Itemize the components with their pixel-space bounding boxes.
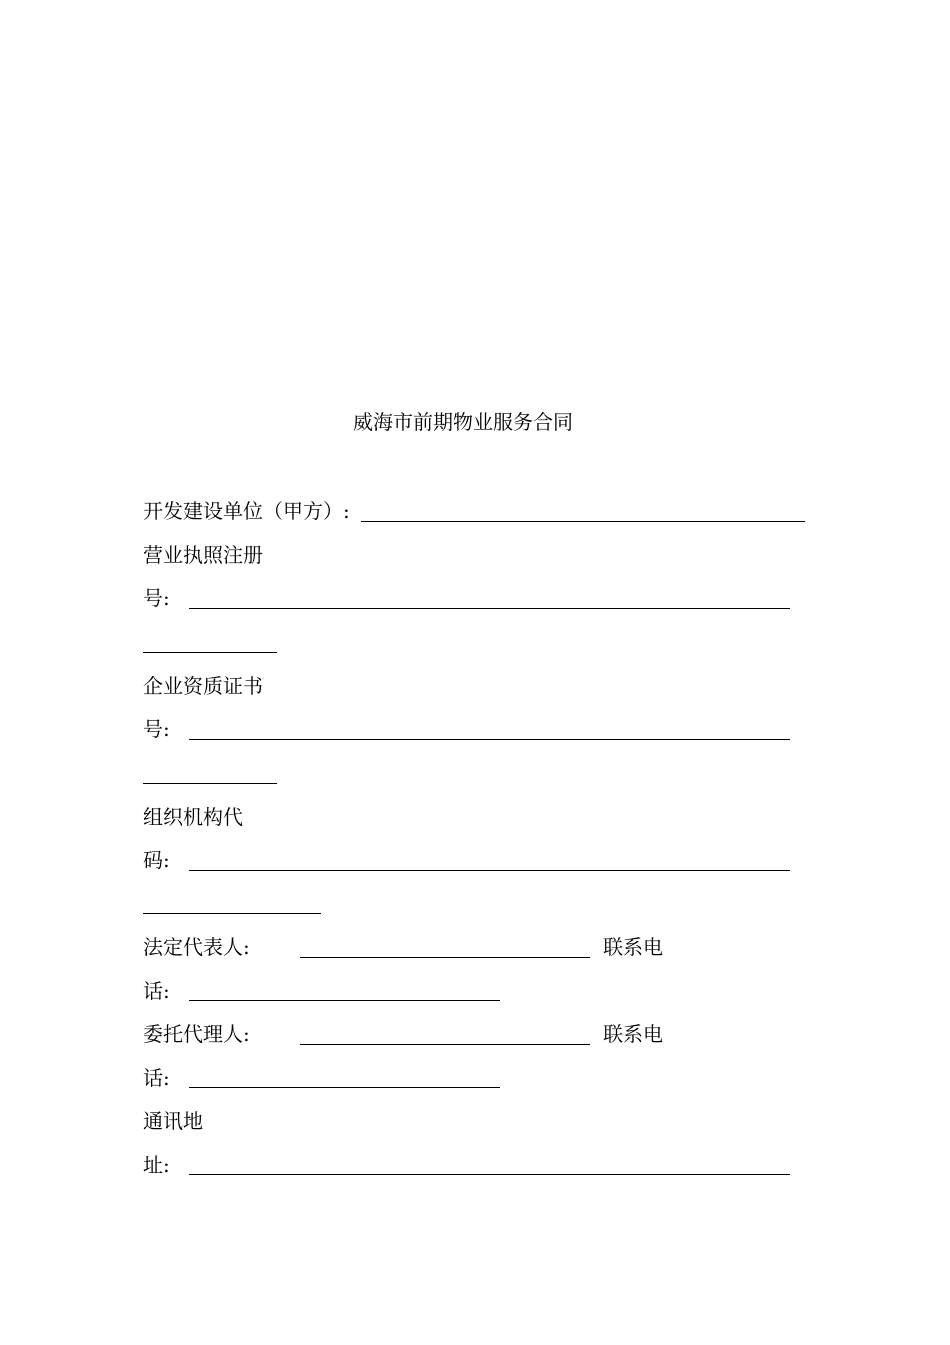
org-code-label-line1: 组织机构代 <box>143 805 243 829</box>
agent-blank-line[interactable] <box>300 1044 590 1045</box>
legal-rep-phone-blank-line[interactable] <box>189 1000 500 1001</box>
legal-rep-phone-label-line2: 话: <box>143 979 170 1003</box>
agent-phone-blank-line[interactable] <box>189 1087 500 1088</box>
developer-label: 开发建设单位（甲方）: <box>143 499 350 523</box>
agent-phone-label-line2: 话: <box>143 1066 170 1090</box>
agent-phone-label-line1: 联系电 <box>603 1022 663 1046</box>
document-title: 威海市前期物业服务合同 <box>353 410 573 434</box>
developer-blank-line[interactable] <box>361 521 805 522</box>
org-code-blank-continuation-line[interactable] <box>143 913 321 914</box>
org-code-blank-line[interactable] <box>189 870 790 871</box>
org-code-label-line2: 码: <box>143 848 170 872</box>
address-label-line1: 通讯地 <box>143 1109 203 1133</box>
qualification-blank-line[interactable] <box>189 739 790 740</box>
qualification-label-line1: 企业资质证书 <box>143 674 263 698</box>
license-blank-continuation-line[interactable] <box>143 652 277 653</box>
qualification-label-line2: 号: <box>143 717 170 741</box>
qualification-blank-continuation-line[interactable] <box>143 783 277 784</box>
legal-rep-phone-label-line1: 联系电 <box>603 935 663 959</box>
agent-label: 委托代理人: <box>143 1022 250 1046</box>
address-label-line2: 址: <box>143 1153 170 1177</box>
license-label-line2: 号: <box>143 586 170 610</box>
license-label-line1: 营业执照注册 <box>143 543 263 567</box>
license-blank-line[interactable] <box>189 608 790 609</box>
legal-rep-blank-line[interactable] <box>300 957 590 958</box>
legal-rep-label: 法定代表人: <box>143 935 250 959</box>
address-blank-line[interactable] <box>189 1174 790 1175</box>
